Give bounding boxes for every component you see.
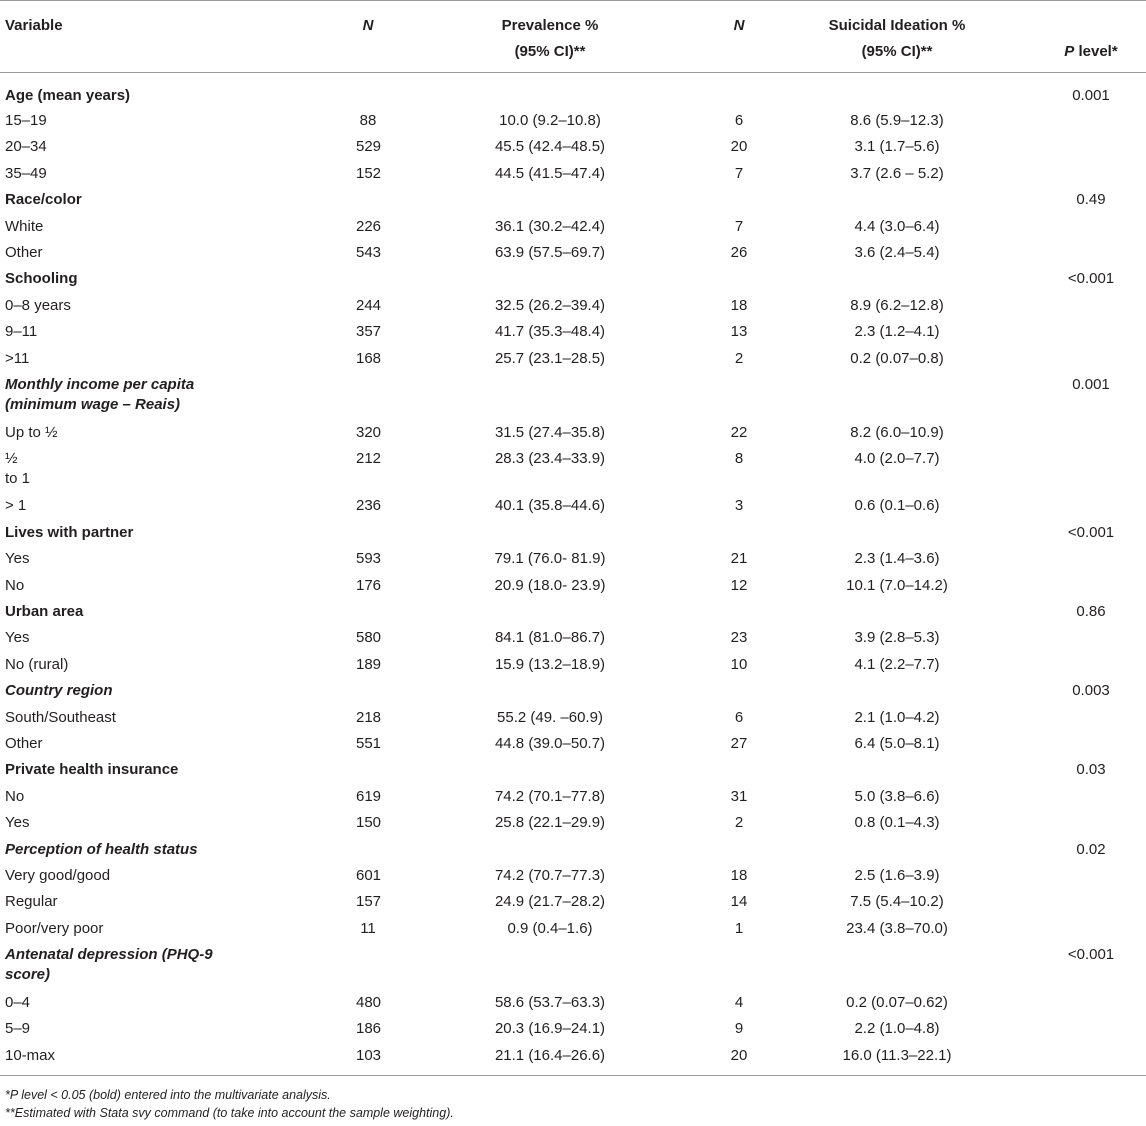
n-ideation-cell: 26 [730, 243, 748, 261]
prevalence-cell [380, 837, 720, 863]
prevalence-cell: 24.9 (21.7–28.2) [494, 893, 606, 911]
row-label: Regular [5, 893, 58, 911]
n-ideation-cell: 7 [734, 164, 744, 182]
ideation-cell [758, 942, 1036, 990]
p-level-cell: 0.001 [1072, 375, 1110, 393]
header-variable: Variable [5, 17, 63, 34]
table-row [0, 705, 1146, 731]
table-row [0, 134, 1146, 160]
ideation-cell: 2.1 (1.0–4.2) [854, 708, 940, 726]
section-label: Urban area [5, 603, 84, 621]
ideation-cell: 8.6 (5.9–12.3) [850, 112, 944, 129]
prevalence-cell [380, 187, 720, 213]
table-row [0, 420, 1146, 446]
prevalence-cell: 31.5 (27.4–35.8) [494, 423, 606, 441]
table-row [0, 916, 1146, 942]
p-level-cell [1036, 625, 1146, 651]
n-prevalence-cell: 186 [356, 1020, 382, 1038]
row-label [0, 446, 356, 494]
n-ideation-cell: 20 [730, 138, 748, 156]
ideation-cell: 3.7 (2.6 – 5.2) [850, 164, 944, 182]
n-prevalence-cell: 103 [356, 1046, 382, 1064]
n-prevalence-cell: 226 [356, 217, 382, 235]
n-ideation-cell: 31 [730, 787, 748, 805]
section-label: Perception of health status [5, 840, 198, 858]
ideation-cell: 8.2 (6.0–10.9) [850, 423, 944, 441]
n-ideation-cell [720, 599, 758, 625]
ideation-cell: 0.2 (0.07–0.8) [850, 349, 944, 367]
p-level-cell [1036, 889, 1146, 915]
n-prevalence-cell: 320 [356, 423, 382, 441]
p-level-cell: <0.001 [1067, 946, 1115, 964]
table-row [0, 784, 1146, 810]
p-level-cell [1036, 731, 1146, 757]
row-label: White [5, 217, 44, 235]
p-level-cell [1036, 214, 1146, 240]
header-prevalence-line1: Prevalence % [501, 17, 599, 34]
table-row [0, 1043, 1146, 1069]
section-label [0, 942, 356, 990]
n-ideation-cell: 14 [730, 893, 748, 911]
row-label: > 1 [5, 497, 27, 515]
row-label: Yes [5, 629, 30, 647]
row-label: 35–49 [5, 164, 47, 182]
prevalence-cell: 20.9 (18.0- 23.9) [494, 576, 606, 594]
p-level-cell [1036, 240, 1146, 266]
prevalence-cell: 20.3 (16.9–24.1) [494, 1020, 606, 1038]
n-ideation-cell: 18 [730, 866, 748, 884]
n-ideation-cell: 27 [730, 735, 748, 752]
p-level-cell: 0.003 [1072, 682, 1110, 700]
table-row [0, 652, 1146, 678]
table-row [0, 493, 1146, 519]
ideation-cell [758, 372, 1036, 420]
n-ideation-cell: 2 [734, 349, 744, 367]
table-section-row [0, 599, 1146, 625]
ideation-cell [758, 266, 1036, 292]
n-ideation-cell: 23 [730, 629, 748, 647]
prevalence-cell: 15.9 (13.2–18.9) [494, 655, 606, 673]
ideation-cell: 10.1 (7.0–14.2) [846, 576, 948, 594]
prevalence-cell [380, 942, 720, 990]
header-n-ideation: N [733, 17, 745, 34]
p-level-cell [1036, 134, 1146, 160]
p-level-cell: 0.49 [1076, 191, 1106, 209]
n-prevalence-cell: 619 [356, 787, 382, 805]
table-section-row [0, 72, 1146, 108]
label-line2: score) [5, 966, 51, 984]
n-prevalence-cell: 88 [359, 112, 377, 129]
section-label: Private health insurance [5, 761, 179, 779]
table-section-row [0, 757, 1146, 783]
section-label: Race/color [5, 191, 82, 209]
label-line2: to 1 [5, 469, 31, 487]
prevalence-cell: 32.5 (26.2–39.4) [494, 296, 606, 314]
ideation-cell: 0.8 (0.1–4.3) [854, 814, 940, 832]
prevalence-cell: 21.1 (16.4–26.6) [494, 1046, 606, 1064]
ideation-cell [758, 72, 1036, 108]
label-line2: (minimum wage – Reais) [5, 395, 181, 413]
n-prevalence-cell [356, 72, 380, 108]
row-label: Poor/very poor [5, 919, 104, 937]
section-label: Country region [5, 682, 113, 700]
n-prevalence-cell [356, 266, 380, 292]
prevalence-cell: 41.7 (35.3–48.4) [494, 323, 606, 341]
prevalence-cell: 40.1 (35.8–44.6) [494, 497, 606, 515]
table-row [0, 214, 1146, 240]
p-level-cell [1036, 863, 1146, 889]
prevalence-cell: 58.6 (53.7–63.3) [494, 993, 606, 1011]
n-prevalence-cell: 152 [356, 164, 382, 182]
ideation-cell [758, 757, 1036, 783]
n-ideation-cell: 22 [730, 423, 748, 441]
n-ideation-cell: 2 [734, 814, 744, 832]
n-ideation-cell [720, 266, 758, 292]
n-ideation-cell [720, 942, 758, 990]
prevalence-cell: 45.5 (42.4–48.5) [494, 138, 606, 156]
row-label: 15–19 [5, 112, 47, 129]
n-ideation-cell: 8 [734, 449, 744, 467]
ideation-cell: 3.9 (2.8–5.3) [854, 629, 940, 647]
table-section-row [0, 372, 1146, 420]
p-level-cell [1036, 346, 1146, 372]
ideation-cell: 5.0 (3.8–6.6) [854, 787, 940, 805]
n-prevalence-cell [356, 372, 380, 420]
section-label: Lives with partner [5, 523, 134, 541]
ideation-cell: 16.0 (11.3–22.1) [842, 1046, 952, 1064]
header-p-letter: P [1064, 43, 1075, 60]
p-level-cell [1036, 293, 1146, 319]
row-label: No [5, 787, 25, 805]
row-label: Other [5, 243, 43, 261]
table-section-row [0, 678, 1146, 704]
p-level-cell [1036, 916, 1146, 942]
ideation-cell: 23.4 (3.8–70.0) [846, 919, 948, 937]
p-level-cell: 0.001 [1072, 87, 1110, 104]
prevalence-cell: 63.9 (57.5–69.7) [494, 243, 606, 261]
p-level-cell [1036, 546, 1146, 572]
prevalence-cell [380, 520, 720, 546]
n-prevalence-cell: 543 [356, 243, 382, 261]
table-row [0, 293, 1146, 319]
p-level-cell: <0.001 [1067, 270, 1115, 288]
prevalence-cell [380, 72, 720, 108]
row-label: No [5, 576, 25, 594]
prevalence-cell [380, 757, 720, 783]
ideation-cell [758, 520, 1036, 546]
ideation-cell: 4.4 (3.0–6.4) [854, 217, 940, 235]
n-ideation-cell [720, 372, 758, 420]
table-bottom-rule [0, 1075, 1146, 1076]
n-prevalence-cell: 244 [356, 296, 382, 314]
n-prevalence-cell: 529 [356, 138, 382, 156]
table-row [0, 319, 1146, 345]
ideation-cell: 4.1 (2.2–7.7) [854, 655, 940, 673]
table-section-row [0, 942, 1146, 990]
p-level-cell [1036, 108, 1146, 134]
row-label: Yes [5, 814, 30, 832]
n-prevalence-cell [356, 757, 380, 783]
n-ideation-cell [720, 72, 758, 108]
table-section-row [0, 520, 1146, 546]
header-ideation-line1: Suicidal Ideation % [828, 17, 966, 34]
p-level-cell: <0.001 [1067, 523, 1115, 541]
n-prevalence-cell: 212 [356, 449, 382, 467]
footnote-p-level: *P level < 0.05 (bold) entered into the multivariate analysis. [5, 1088, 331, 1102]
n-prevalence-cell [356, 187, 380, 213]
ideation-cell: 2.3 (1.4–3.6) [854, 550, 940, 568]
ideation-cell [758, 678, 1036, 704]
ideation-cell [758, 187, 1036, 213]
prevalence-cell [380, 599, 720, 625]
n-prevalence-cell: 218 [356, 708, 382, 726]
prevalence-cell: 44.8 (39.0–50.7) [494, 735, 606, 752]
ideation-cell: 0.6 (0.1–0.6) [854, 497, 940, 515]
p-level-cell [1036, 810, 1146, 836]
n-ideation-cell [720, 757, 758, 783]
n-ideation-cell: 21 [730, 550, 748, 568]
table-section-row [0, 266, 1146, 292]
n-ideation-cell: 1 [734, 919, 744, 937]
ideation-cell [758, 837, 1036, 863]
row-label: South/Southeast [5, 708, 116, 726]
section-label: Schooling [5, 270, 78, 288]
row-label: Very good/good [5, 866, 111, 884]
ideation-cell: 7.5 (5.4–10.2) [850, 893, 944, 911]
table-row [0, 1016, 1146, 1042]
n-prevalence-cell [356, 520, 380, 546]
header-p-level [1036, 0, 1146, 72]
p-level-cell [1036, 1016, 1146, 1042]
n-ideation-cell: 13 [730, 323, 748, 341]
row-label: 5–9 [5, 1020, 31, 1038]
n-ideation-cell [720, 678, 758, 704]
table-row [0, 625, 1146, 651]
prevalence-cell: 0.9 (0.4–1.6) [507, 919, 593, 937]
section-label [0, 372, 356, 420]
table-row [0, 446, 1146, 494]
n-ideation-cell: 9 [734, 1020, 744, 1038]
table-header [0, 0, 1146, 72]
n-prevalence-cell: 593 [356, 550, 382, 568]
prevalence-cell: 25.7 (23.1–28.5) [494, 349, 606, 367]
n-ideation-cell: 10 [730, 655, 748, 673]
p-level-cell [1036, 573, 1146, 599]
table-row [0, 731, 1146, 757]
p-level-cell: 0.86 [1076, 603, 1106, 621]
prevalence-cell: 36.1 (30.2–42.4) [494, 217, 606, 235]
ideation-cell: 8.9 (6.2–12.8) [850, 296, 944, 314]
n-prevalence-cell: 580 [356, 629, 382, 647]
prevalence-cell: 79.1 (76.0- 81.9) [494, 550, 606, 568]
n-prevalence-cell: 168 [356, 349, 382, 367]
table-row [0, 108, 1146, 134]
row-label: 0–4 [5, 993, 31, 1011]
ideation-cell: 0.2 (0.07–0.62) [846, 993, 948, 1011]
label-line1: Antenatal depression (PHQ-9 [5, 946, 213, 964]
n-prevalence-cell [356, 599, 380, 625]
table-section-row [0, 187, 1146, 213]
n-prevalence-cell: 150 [356, 814, 382, 832]
n-ideation-cell: 18 [730, 296, 748, 314]
table-row [0, 161, 1146, 187]
p-level-cell [1036, 161, 1146, 187]
prevalence-cell: 74.2 (70.1–77.8) [494, 787, 606, 805]
row-label: 20–34 [5, 138, 47, 156]
p-level-cell [1036, 319, 1146, 345]
n-ideation-cell [720, 187, 758, 213]
table-row [0, 810, 1146, 836]
table-row [0, 573, 1146, 599]
row-label: 9–11 [5, 323, 38, 341]
row-label: Up to ½ [5, 423, 58, 441]
p-level-cell: 0.02 [1076, 840, 1106, 858]
n-prevalence-cell: 189 [356, 655, 382, 673]
row-label: 0–8 years [5, 296, 71, 314]
label-line1: ½ [5, 449, 18, 467]
n-prevalence-cell: 551 [356, 735, 382, 752]
n-ideation-cell [720, 837, 758, 863]
row-label: Other [5, 735, 43, 752]
p-level-cell [1036, 990, 1146, 1016]
section-label: Age (mean years) [5, 87, 131, 104]
header-prevalence-line2: (95% CI)** [514, 43, 586, 60]
row-label: No (rural) [5, 655, 69, 673]
n-ideation-cell [720, 520, 758, 546]
p-level-cell [1036, 1043, 1146, 1069]
n-prevalence-cell: 176 [356, 576, 382, 594]
ideation-cell: 3.6 (2.4–5.4) [854, 243, 940, 261]
prevalence-cell: 28.3 (23.4–33.9) [494, 449, 606, 467]
ideation-cell: 3.1 (1.7–5.6) [854, 138, 940, 156]
p-level-cell [1036, 784, 1146, 810]
ideation-cell [758, 599, 1036, 625]
prevalence-cell: 44.5 (41.5–47.4) [494, 164, 606, 182]
ideation-cell: 4.0 (2.0–7.7) [854, 449, 940, 467]
table-row [0, 990, 1146, 1016]
p-level-cell [1036, 446, 1146, 494]
table-section-row [0, 837, 1146, 863]
n-ideation-cell: 4 [734, 993, 744, 1011]
label-line1: Monthly income per capita [5, 375, 195, 393]
n-ideation-cell: 3 [734, 497, 744, 515]
n-prevalence-cell [356, 942, 380, 990]
header-suicidal-ideation [758, 0, 1036, 72]
n-prevalence-cell: 236 [356, 497, 382, 515]
ideation-cell: 2.5 (1.6–3.9) [854, 866, 940, 884]
prevalence-cell: 10.0 (9.2–10.8) [499, 112, 601, 129]
row-label: >11 [5, 349, 30, 367]
n-prevalence-cell: 480 [356, 993, 382, 1011]
n-ideation-cell: 6 [734, 112, 744, 129]
n-ideation-cell: 12 [730, 576, 748, 594]
table-row [0, 863, 1146, 889]
ideation-cell: 2.2 (1.0–4.8) [854, 1020, 940, 1038]
header-prevalence [380, 0, 720, 72]
header-ideation-line2: (95% CI)** [861, 43, 933, 60]
prevalence-cell [380, 678, 720, 704]
p-level-cell [1036, 493, 1146, 519]
n-prevalence-cell: 11 [360, 919, 376, 937]
row-label: Yes [5, 550, 30, 568]
header-n-prevalence: N [362, 17, 374, 34]
footnote-stata: **Estimated with Stata svy command (to take into account the sample weighting). [5, 1106, 454, 1120]
prevalence-cell: 74.2 (70.7–77.3) [494, 866, 606, 884]
prevalence-cell: 55.2 (49. –60.9) [497, 708, 603, 726]
n-prevalence-cell [356, 678, 380, 704]
n-prevalence-cell: 357 [356, 323, 382, 341]
n-prevalence-cell: 601 [356, 866, 382, 884]
p-level-cell: 0.03 [1076, 761, 1106, 779]
table-row [0, 546, 1146, 572]
p-level-cell [1036, 420, 1146, 446]
p-level-cell [1036, 652, 1146, 678]
prevalence-cell: 84.1 (81.0–86.7) [494, 629, 606, 647]
n-ideation-cell: 20 [730, 1046, 748, 1064]
ideation-cell: 2.3 (1.2–4.1) [854, 323, 940, 341]
p-level-cell [1036, 705, 1146, 731]
n-ideation-cell: 6 [734, 708, 744, 726]
table-row [0, 240, 1146, 266]
prevalence-cell [380, 372, 720, 420]
ideation-cell: 6.4 (5.0–8.1) [854, 735, 940, 752]
n-prevalence-cell [356, 837, 380, 863]
header-p-rest: level* [1074, 43, 1118, 60]
table-row [0, 346, 1146, 372]
row-label: 10-max [5, 1046, 56, 1064]
table-row [0, 889, 1146, 915]
prevalence-cell: 25.8 (22.1–29.9) [494, 814, 606, 832]
table-body [0, 72, 1146, 1069]
prevalence-cell [380, 266, 720, 292]
n-ideation-cell: 7 [734, 217, 744, 235]
n-prevalence-cell: 157 [356, 893, 382, 911]
